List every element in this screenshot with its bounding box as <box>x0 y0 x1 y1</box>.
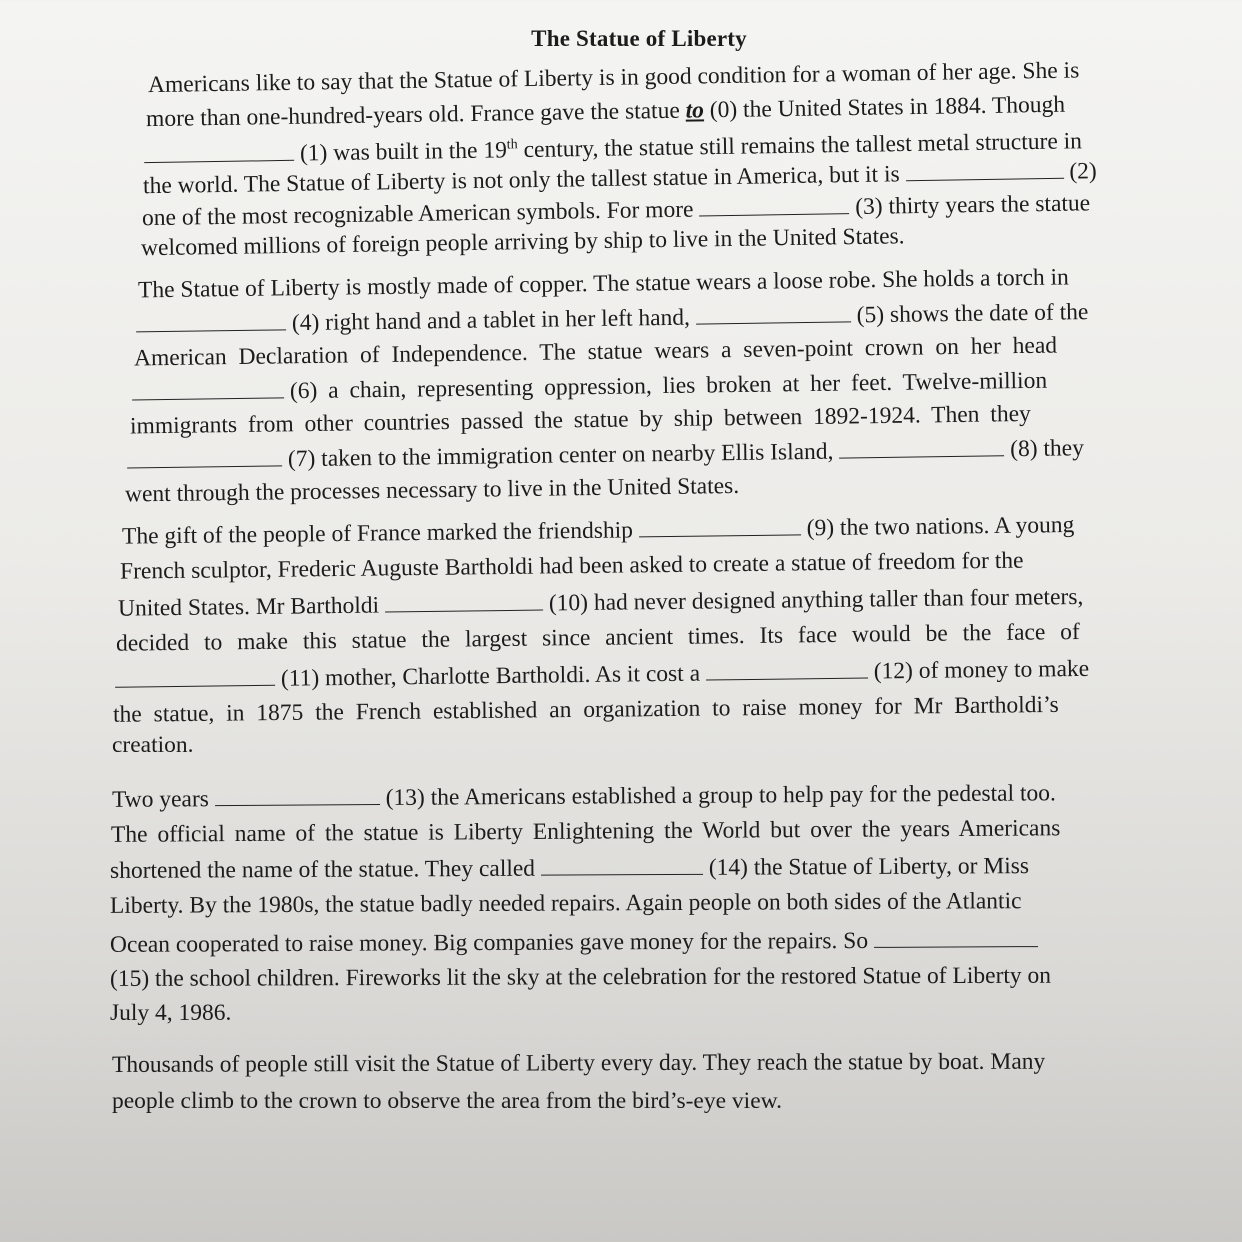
text-line: decided to make this statue the largest since ancient times. Its face would be the face of <box>115 618 1080 657</box>
text-line: July 4, 1986. <box>110 1000 232 1026</box>
blank-9[interactable] <box>639 512 801 537</box>
blank-1[interactable] <box>144 138 294 163</box>
text-line: (15) the school children. Fireworks lit the sky at the celebration for the restored Statue of Liberty on <box>109 962 1052 992</box>
blank-7[interactable] <box>127 443 282 468</box>
text-line: The gift of the people of France marked the friendship (9) the two nations. A young <box>121 512 1075 550</box>
text-line: Americans like to say that the Statue of Liberty is in good condition for a woman of her age. She is <box>147 57 1080 99</box>
text-line: welcomed millions of foreign people arriving by ship to live in the United States. <box>140 223 905 262</box>
blank-4[interactable] <box>136 307 286 332</box>
blank-15[interactable] <box>874 924 1038 948</box>
text-line: The Statue of Liberty is mostly made of copper. The statue wears a loose robe. She holds a torch in <box>137 264 1069 304</box>
text-line: (11) mother, Charlotte Bartholdi. As it cost a (12) of money to make <box>115 651 1221 696</box>
text-line: immigrants from other countries passed the statue by ship between 1892-1924. Then they <box>129 400 1031 440</box>
text-line: American Declaration of Independence. The statue wears a seven-point crown on her head <box>133 332 1058 372</box>
blank-11[interactable] <box>115 663 275 688</box>
text-line: one of the most recognizable American symbols. For more (3) thirty years the statue <box>141 190 1091 232</box>
blank-12[interactable] <box>706 656 868 681</box>
text-line: The official name of the statue is Liberty Enlightening the World but over the years Americans <box>110 815 1061 848</box>
text-line: more than one-hundred-years old. France gave the statue to (0) the United States in 1884. Though <box>145 91 1066 133</box>
text-line: shortened the name of the statue. They called (14) the Statue of Liberty, or Miss <box>109 853 1030 884</box>
text-line: French sculptor, Frederic Auguste Bartholdi had been asked to create a statue of freedom for the <box>119 547 1024 585</box>
blank-5[interactable] <box>696 299 851 324</box>
example-answer: to <box>685 97 705 124</box>
blank-2[interactable] <box>905 156 1063 181</box>
text-line: Liberty. By the 1980s, the statue badly needed repairs. Again people on both sides of the Atlantic <box>109 888 1022 919</box>
blank-10[interactable] <box>385 588 543 613</box>
blank-3[interactable] <box>699 191 849 216</box>
text-line: creation. <box>112 732 194 758</box>
text-line: the world. The Statue of Liberty is not only the tallest statue in America, but it is (2) <box>143 154 1187 201</box>
text-line: people climb to the crown to observe the area from the bird’s-eye view. <box>112 1088 782 1114</box>
text-line: went through the processes necessary to live in the United States. <box>124 472 740 508</box>
blank-14[interactable] <box>541 852 703 876</box>
text-line: Thousands of people still visit the Statue of Liberty every day. They reach the statue by boat. Many <box>111 1048 1046 1078</box>
text-line: Ocean cooperated to raise money. Big companies gave money for the repairs. So <box>110 923 1228 960</box>
text-line: Two years (13) the Americans established a group to help pay for the pedestal too. <box>111 780 1056 813</box>
text-line: (1) was built in the 19th century, the statue still remains the tallest metal structure in <box>144 120 1184 171</box>
text-line: the statue, in 1875 the French established an organization to raise money for Mr Bartholdi’s <box>112 691 1059 728</box>
text-line: United States. Mr Bartholdi (10) had never designed anything taller than four meters, <box>117 583 1084 622</box>
text-line: (7) taken to the immigration center on nearby Ellis Island, (8) they <box>127 430 1207 476</box>
blank-8[interactable] <box>839 433 1004 458</box>
blank-13[interactable] <box>215 782 380 806</box>
text-line: (4) right hand and a tablet in her left hand, (5) shows the date of the <box>136 295 1198 341</box>
blank-6[interactable] <box>132 375 284 400</box>
page-title: The Statue of Liberty <box>531 26 747 51</box>
text-line: (6) a chain, representing oppression, lies broken at her feet. Twelve-million <box>132 363 1202 409</box>
